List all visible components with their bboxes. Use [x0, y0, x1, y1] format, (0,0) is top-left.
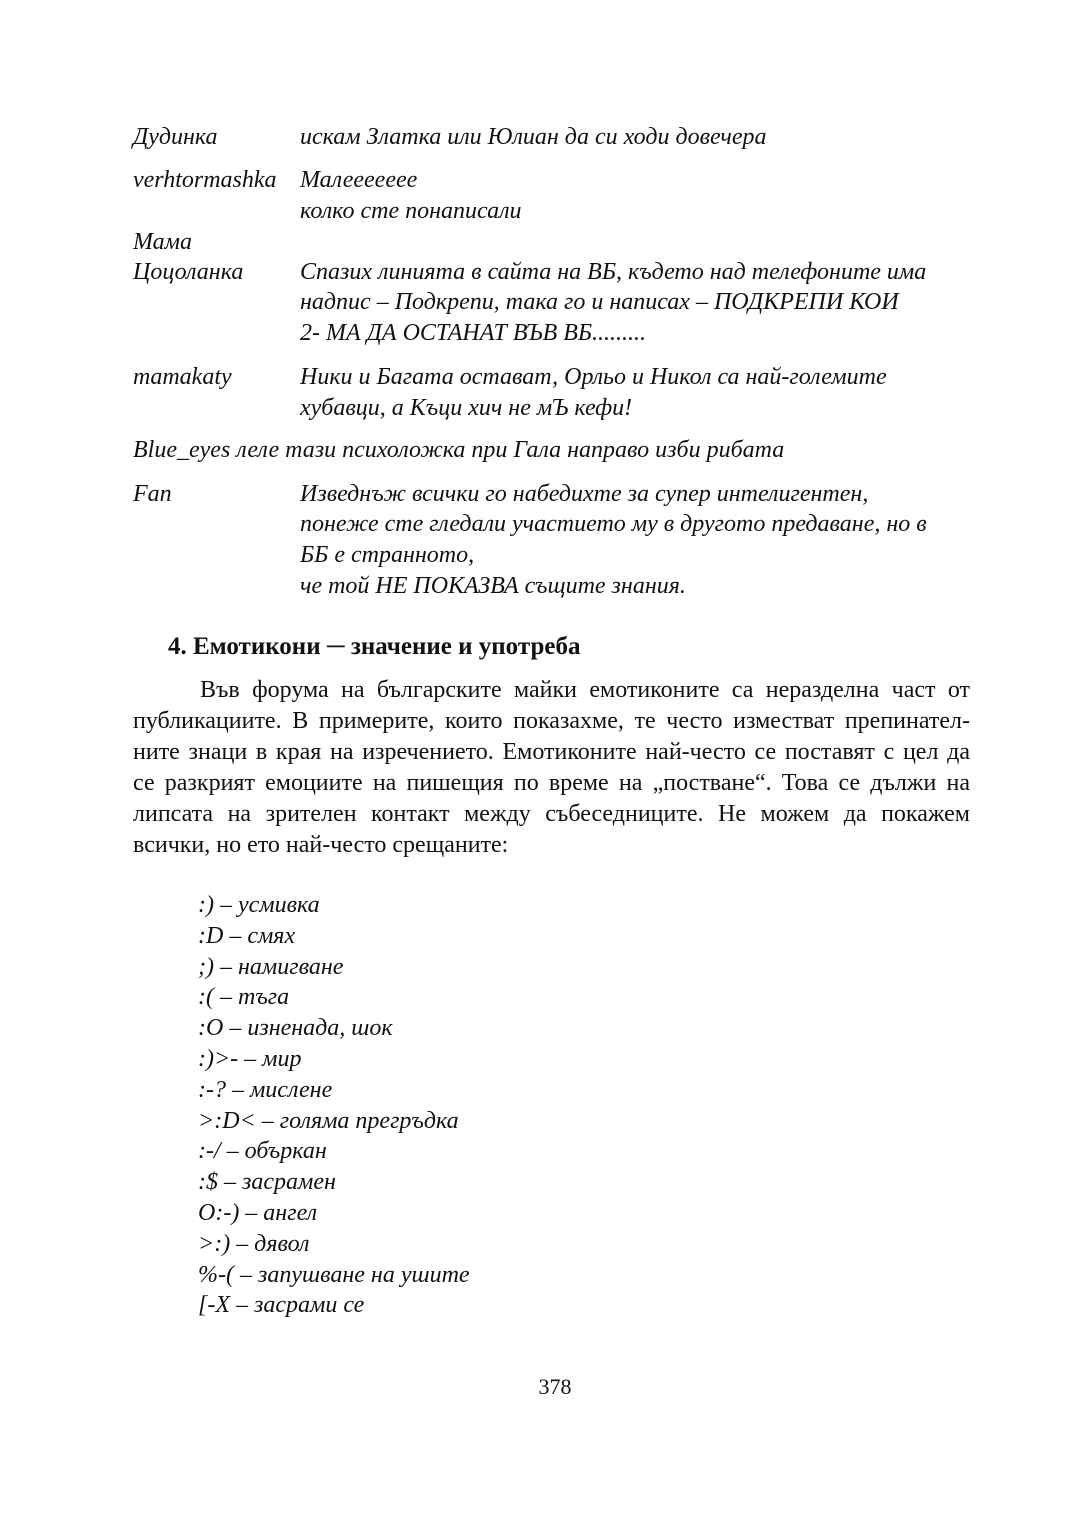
quote-author: verhtormashka [133, 167, 277, 193]
emoticon-item: ;) – намигване [198, 953, 344, 980]
quote-text: Спазих линията в сайта на ВБ, където над телефоните има [300, 259, 927, 285]
quote-text: искам Златка или Юлиан да си ходи довечера [300, 124, 767, 150]
quote-text: понеже сте гледали участието му в другото предаване, но в [300, 511, 927, 537]
quote-text: Изведнъж всички го набедихте за супер интелигентен, [300, 481, 869, 507]
quote-author: Цоцоланка [133, 259, 244, 285]
quote-text: леле тази психоложка при Гала направо изби рибата [236, 437, 785, 463]
paragraph-line: липсата на зрителен контакт между събеседниците. Не можем да покажем [133, 801, 970, 827]
quote-author: Fan [133, 481, 172, 507]
emoticon-item: O:-) – ангел [198, 1200, 318, 1226]
quote-text: хубавци, а Къци хич не мЪ кефи! [300, 395, 633, 421]
body-paragraph [133, 675, 970, 861]
emoticon-item: :)>- – мир [198, 1046, 302, 1072]
emoticon-item: %-( – запушване на ушите [198, 1261, 470, 1288]
paragraph-line: публикациите. В примерите, които показахме, те често изместват препинател- [133, 708, 970, 734]
emoticon-item: >:) – дявол [198, 1230, 310, 1257]
emoticon-item: :$ – засрамен [198, 1169, 336, 1196]
emoticon-item: :D – смях [198, 922, 296, 949]
paragraph-line: ните знаци в края на изречението. Емотиконите най-често се поставят с цел да [133, 739, 970, 765]
quote-text: Ники и Багата остават, Орльо и Никол са най-големите [300, 364, 887, 390]
quote-text: ББ е странното, [300, 542, 475, 568]
quote-text: че той НЕ ПОКАЗВА същите знания. [300, 573, 686, 599]
quote-text: Малееееееe [300, 167, 418, 193]
quote-author: mamakaty [133, 364, 232, 390]
emoticon-item: :( – тъга [198, 984, 290, 1011]
page-number: 378 [538, 1374, 572, 1399]
quote-author: Blue_eyes [133, 437, 231, 463]
quote-row [133, 435, 784, 465]
emoticon-item: :) – усмивка [198, 892, 320, 918]
quote-text: колко сте понаписали [300, 198, 522, 224]
quote-author: Дудинка [133, 124, 218, 150]
paragraph-line: се разкрият емоциите на пишещия по време на „постване“. Това се дължи на [133, 770, 970, 796]
emoticon-item: [-X – засрами се [198, 1292, 365, 1319]
emoticon-item: :-/ – объркан [198, 1138, 327, 1165]
quote-text: надпис – Подкрепи, така го и написах – ПОДКРЕПИ КОИ [300, 289, 899, 315]
emoticon-item: >:D< – голяма прегръдка [198, 1107, 459, 1134]
emoticon-item: :-? – мислене [198, 1076, 333, 1103]
paragraph-line: Във форума на българските майки емотиконите са неразделна част от [200, 677, 970, 703]
quote-author: Мама [133, 229, 192, 255]
emoticon-item: :O – изненада, шок [198, 1015, 393, 1042]
quote-text: 2- МА ДА ОСТАНАТ ВЪВ ВБ......... [300, 320, 647, 346]
paragraph-line: всички, но ето най-често срещаните: [133, 832, 509, 858]
section-heading: 4. Емотикони ─ значение и употреба [168, 633, 581, 660]
